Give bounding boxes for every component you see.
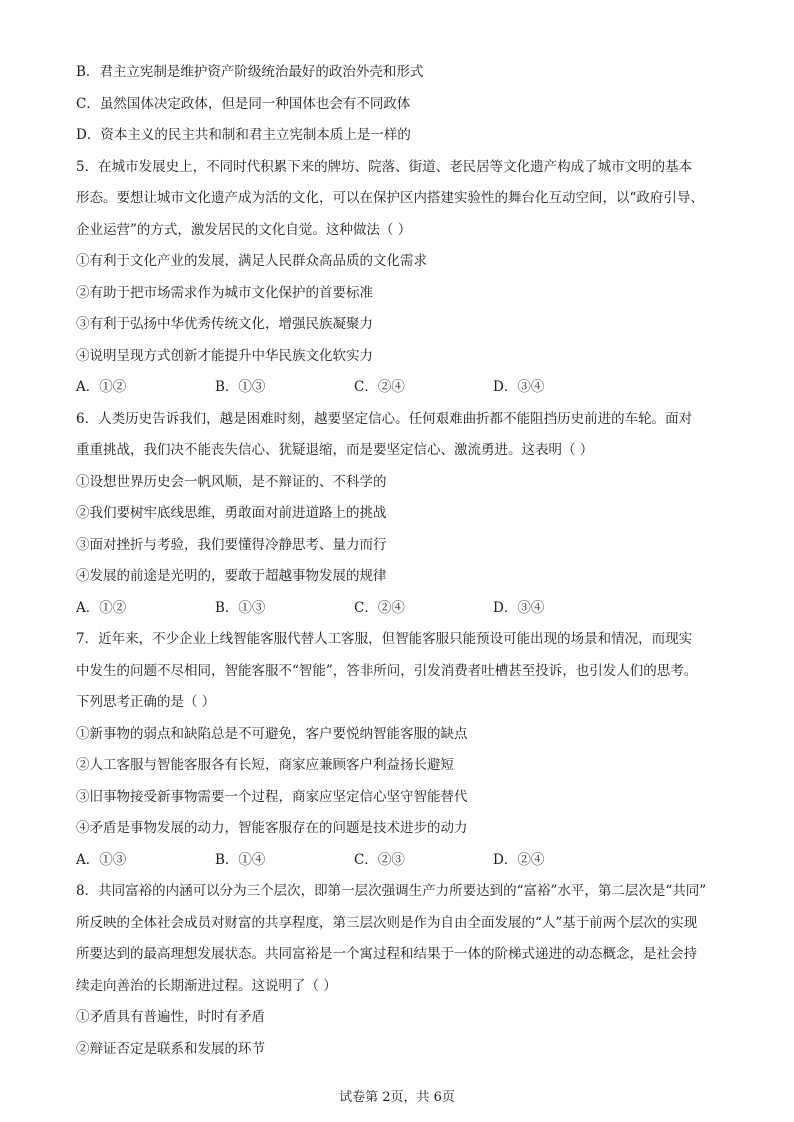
statement-item: ④说明呈现方式创新才能提升中华民族文化软实力 [76,347,373,364]
statement-item: ③有利于弘扬中华优秀传统文化，增强民族凝聚力 [76,316,373,332]
answer-choices [76,848,726,880]
page-content [76,60,726,1068]
answer-choices [76,375,726,407]
choice-b[interactable]: B．①④ [215,851,266,868]
question-5 [76,155,726,407]
statement-item: ②我们要树牢底线思维，勇敢面对前进道路上的挑战 [76,505,387,521]
question-text-line: 企业运营”的方式，激发居民的文化自觉。这种做法（ ） [76,221,412,238]
statement-item: ④矛盾是事物发展的动力，智能客服存在的问题是技术进步的动力 [76,820,468,836]
choice-a[interactable]: A．①② [76,599,127,616]
question-text-line: 所反映的全体社会成员对财富的共享程度，第三层次则是作为自由全面发展的“人”基于前两个层次的实现 [76,914,698,931]
question-text-line: 形态。要想让城市文化遗产成为活的文化，可以在保护区内搭建实验性的舞台化互动空间，以“政府引导、 [76,190,704,206]
question-8 [76,879,726,1068]
statement-item: ②有助于把市场需求作为城市文化保护的首要标准 [76,284,373,301]
choice-c[interactable]: C．②④ [354,599,405,616]
statement-item: ②辩证否定是联系和发展的环节 [76,1040,265,1057]
statement-item: ①设想世界历史会一帆风顺，是不辩证的、不科学的 [76,473,387,490]
prev-option-d: D．资本主义的民主共和制和君主立宪制本质上是一样的 [76,127,411,143]
prev-option-c: C．虽然国体决定政体，但是同一种国体也会有不同政体 [76,95,411,112]
question-text-line: 所要达到的最高理想发展状态。共同富裕是一个寓过程和结果于一体的阶梯式递进的动态概念，是社会持 [76,946,697,962]
statement-item: ④发展的前途是光明的，要敢于超越事物发展的规律 [76,568,387,584]
choice-b[interactable]: B．①③ [215,379,266,395]
question-7 [76,627,726,879]
question-text-line: 7．近年来，不少企业上线智能客服代替人工客服，但智能客服只能预设可能出现的场景和情况，而现实 [76,631,693,647]
statement-item: ③旧事物接受新事物需要一个过程，商家应坚定信心坚守智能替代 [76,788,468,805]
question-text-line: 6．人类历史告诉我们，越是困难时刻，越要坚定信心。任何艰难曲折都不能阻挡历史前进的车轮。面对 [76,410,693,427]
choice-a[interactable]: A．①② [76,379,127,395]
choice-a[interactable]: A．①③ [76,851,127,868]
choice-d[interactable]: D．③④ [493,599,545,616]
choice-d[interactable]: D．③④ [493,379,545,395]
question-text-line: 重重挑战，我们决不能丧失信心、犹疑退缩，而是要坚定信心、激流勇进。这表明（ ） [76,442,594,458]
answer-choices [76,596,726,628]
prev-option-b: B．君主立宪制是维护资产阶级统治最好的政治外壳和形式 [76,64,424,80]
choice-c[interactable]: C．②③ [354,851,405,868]
question-text-line: 续走向善治的长期渐进过程。这说明了（ ） [76,977,337,994]
question-text-line: 8．共同富裕的内涵可以分为三个层次，即第一层次强调生产力所要达到的“富裕”水平，第二层次是“共同” [76,883,707,899]
question-6 [76,407,726,628]
page-footer: 试卷第 2页，共 6页 [339,1090,455,1105]
question-text-line: 中发生的问题不尽相同，智能客服不“智能”，答非所问，引发消费者吐槽甚至投诉，也引发人们的思考。 [76,662,698,679]
choice-c[interactable]: C．②④ [354,379,405,395]
statement-item: ①有利于文化产业的发展，满足人民群众高品质的文化需求 [76,253,427,269]
question-text-line: 5．在城市发展史上，不同时代积累下来的牌坊、院落、街道、老民居等文化遗产构成了城市文明的基本 [76,158,693,175]
statement-item: ③面对挫折与考验，我们要懂得冷静思考、量力而行 [76,536,387,553]
choice-d[interactable]: D．②④ [493,851,545,868]
statement-item: ①新事物的弱点和缺陷总是不可避免，客户要悦纳智能客服的缺点 [76,725,468,742]
statement-item: ①矛盾具有普遍性，时时有矛盾 [76,1009,265,1025]
choice-b[interactable]: B．①③ [215,599,266,616]
statement-item: ②人工客服与智能客服各有长短，商家应兼顾客户利益扬长避短 [76,757,454,773]
question-text-line: 下列思考正确的是（ ） [76,694,216,710]
